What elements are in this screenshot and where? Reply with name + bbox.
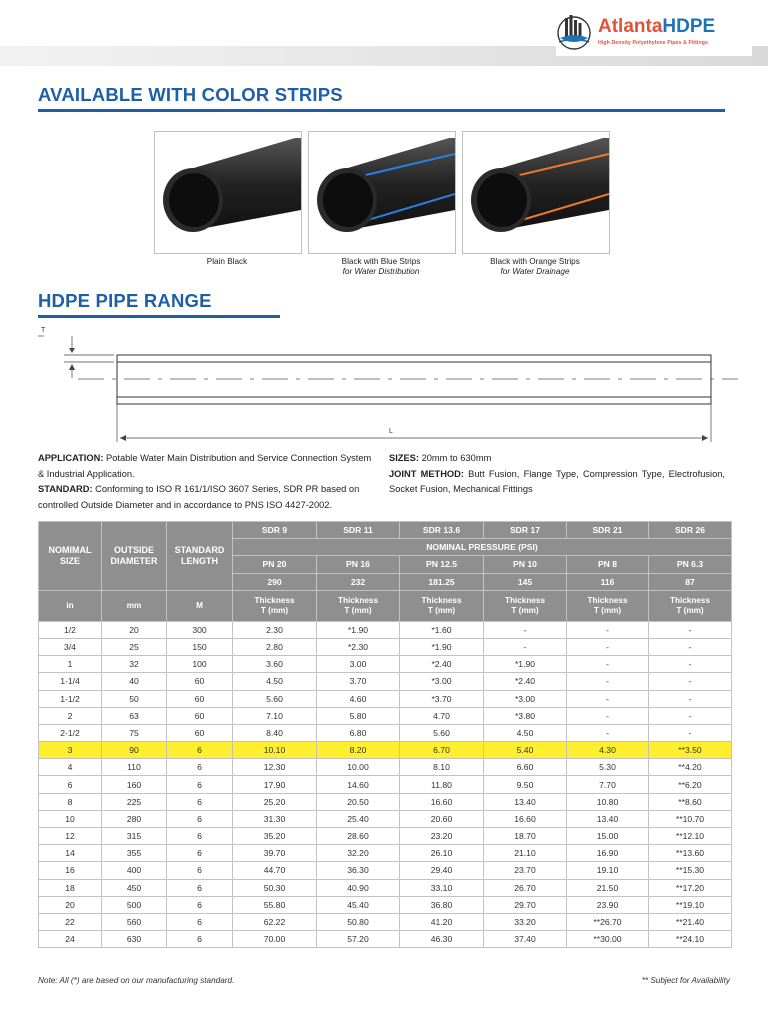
table-row [39, 621, 732, 638]
thickness-header: Thickness T (mm) [400, 590, 484, 621]
thickness-cell: 5.40 [484, 742, 567, 759]
od-cell: 315 [102, 828, 167, 845]
thickness-cell: 18.70 [484, 828, 567, 845]
thickness-cell: *2.40 [484, 673, 567, 690]
pn-header: PN 20 [233, 556, 317, 573]
size-cell: 2 [39, 707, 102, 724]
pipe-range-title: HDPE PIPE RANGE [38, 290, 212, 311]
pipe-range-table [38, 521, 732, 948]
table-row [39, 742, 732, 759]
od-cell: 32 [102, 656, 167, 673]
thickness-cell: 37.40 [484, 931, 567, 948]
sdr-header: SDR 13.6 [400, 522, 484, 539]
thickness-header: Thickness T (mm) [649, 590, 732, 621]
nominal-pressure-header: NOMINAL PRESSURE (PSI) [233, 539, 732, 556]
thickness-cell: 26.10 [400, 845, 484, 862]
od-cell: 110 [102, 759, 167, 776]
psi-header: 145 [484, 573, 567, 590]
thickness-cell: 13.40 [567, 810, 649, 827]
thickness-cell: 28.60 [317, 828, 400, 845]
size-cell: 3/4 [39, 638, 102, 655]
thickness-cell: 23.70 [484, 862, 567, 879]
table-row [39, 690, 732, 707]
title-rule [38, 109, 725, 112]
size-cell: 10 [39, 810, 102, 827]
thickness-cell: 5.30 [567, 759, 649, 776]
size-cell: 3 [39, 742, 102, 759]
table-row [39, 931, 732, 948]
thickness-cell: 57.20 [317, 931, 400, 948]
thickness-cell: **13.60 [649, 845, 732, 862]
spec-left [38, 451, 380, 513]
od-cell: 450 [102, 879, 167, 896]
size-cell: 8 [39, 793, 102, 810]
thickness-cell: - [649, 690, 732, 707]
od-cell: 20 [102, 621, 167, 638]
thickness-cell: - [567, 707, 649, 724]
caption-blue: Black with Blue Strips for Water Distribution [341, 257, 421, 276]
thickness-cell: 5.60 [233, 690, 317, 707]
thickness-cell: - [649, 656, 732, 673]
thickness-cell: - [567, 690, 649, 707]
thickness-cell: 4.60 [317, 690, 400, 707]
thickness-header: Thickness T (mm) [567, 590, 649, 621]
thickness-label: T [41, 327, 46, 334]
thickness-cell: 3.70 [317, 673, 400, 690]
od-cell: 25 [102, 638, 167, 655]
thickness-cell: 10.00 [317, 759, 400, 776]
thickness-cell: *3.00 [400, 673, 484, 690]
thickness-cell: - [649, 724, 732, 741]
thickness-cell: 25.20 [233, 793, 317, 810]
thickness-cell: *3.80 [484, 707, 567, 724]
length-cell: 6 [167, 793, 233, 810]
thickness-cell: **6.20 [649, 776, 732, 793]
thickness-cell: - [649, 707, 732, 724]
joint-spec: JOINT METHOD: Butt Fusion, Flange Type, Compression Type, Electrofusion, Socket Fusion, Mechanical Fittings [389, 468, 725, 494]
thickness-cell: 19.10 [567, 862, 649, 879]
thickness-cell: 14.60 [317, 776, 400, 793]
thickness-cell: 44.70 [233, 862, 317, 879]
thickness-cell: 32.20 [317, 845, 400, 862]
sdr-header-row [39, 522, 732, 539]
plain-pipe-icon [155, 132, 301, 253]
thickness-cell: - [567, 673, 649, 690]
size-cell: 6 [39, 776, 102, 793]
size-cell: 14 [39, 845, 102, 862]
thickness-cell: 36.80 [400, 896, 484, 913]
size-cell: 18 [39, 879, 102, 896]
thickness-cell: 4.50 [233, 673, 317, 690]
table-row [39, 896, 732, 913]
thickness-cell: **3.50 [649, 742, 732, 759]
length-cell: 6 [167, 896, 233, 913]
thickness-cell: **19.10 [649, 896, 732, 913]
thickness-cell: 10.80 [567, 793, 649, 810]
od-cell: 280 [102, 810, 167, 827]
thickness-cell: **4.20 [649, 759, 732, 776]
thickness-cell: **17.20 [649, 879, 732, 896]
thickness-cell: 5.80 [317, 707, 400, 724]
length-cell: 6 [167, 879, 233, 896]
thickness-cell: 2.80 [233, 638, 317, 655]
od-cell: 50 [102, 690, 167, 707]
logo-mark-icon [556, 12, 592, 52]
thickness-cell: 36.30 [317, 862, 400, 879]
od-cell: 560 [102, 913, 167, 930]
size-cell: 1/2 [39, 621, 102, 638]
thickness-cell: 17.90 [233, 776, 317, 793]
table-row [39, 845, 732, 862]
thickness-cell: - [567, 638, 649, 655]
thickness-cell: 8.10 [400, 759, 484, 776]
sizes-spec: SIZES: 20mm to 630mm [389, 453, 492, 463]
note-right: ** Subject for Availability [641, 976, 730, 985]
thickness-cell: 39.70 [233, 845, 317, 862]
unit-header: mm [102, 590, 167, 621]
size-cell: 16 [39, 862, 102, 879]
table-row [39, 879, 732, 896]
psi-header: 181.25 [400, 573, 484, 590]
brand-tagline: High Density Polyethylene Pipes & Fittings [598, 40, 708, 46]
psi-header: 232 [317, 573, 400, 590]
nominal-size-header: NOMIMAL SIZE [39, 522, 102, 591]
thickness-cell: 15.00 [567, 828, 649, 845]
thickness-cell: 5.60 [400, 724, 484, 741]
thickness-cell: *3.70 [400, 690, 484, 707]
caption-plain: Plain Black [206, 257, 248, 266]
thickness-cell: 46.30 [400, 931, 484, 948]
thickness-cell: 23.90 [567, 896, 649, 913]
thickness-cell: 33.10 [400, 879, 484, 896]
thickness-cell: 40.90 [317, 879, 400, 896]
unit-header: M [167, 590, 233, 621]
thickness-cell: 45.40 [317, 896, 400, 913]
pipe-photo-blue [308, 131, 456, 254]
thickness-cell: *2.30 [317, 638, 400, 655]
psi-header: 116 [567, 573, 649, 590]
length-cell: 6 [167, 828, 233, 845]
od-cell: 500 [102, 896, 167, 913]
color-strips-title: AVAILABLE WITH COLOR STRIPS [38, 84, 343, 105]
thickness-cell: 29.40 [400, 862, 484, 879]
thickness-cell: 7.70 [567, 776, 649, 793]
length-cell: 100 [167, 656, 233, 673]
unit-header-row [39, 590, 732, 621]
thickness-cell: **12.10 [649, 828, 732, 845]
length-cell: 60 [167, 724, 233, 741]
table-row [39, 776, 732, 793]
size-cell: 20 [39, 896, 102, 913]
table-row [39, 638, 732, 655]
size-cell: 1-1/4 [39, 673, 102, 690]
table-row [39, 828, 732, 845]
sdr-header: SDR 17 [484, 522, 567, 539]
table-row [39, 913, 732, 930]
thickness-cell: - [484, 621, 567, 638]
application-spec: APPLICATION: Potable Water Main Distribution and Service Connection System & Industrial Application. [38, 453, 372, 479]
thickness-cell: 35.20 [233, 828, 317, 845]
thickness-cell: *1.60 [400, 621, 484, 638]
table-row [39, 793, 732, 810]
size-cell: 24 [39, 931, 102, 948]
outside-diameter-header: OUTSIDE DIAMETER [102, 522, 167, 591]
thickness-cell: 12.30 [233, 759, 317, 776]
thickness-cell: 13.40 [484, 793, 567, 810]
thickness-cell: 8.20 [317, 742, 400, 759]
brand-logo [556, 10, 752, 56]
thickness-cell: 9.50 [484, 776, 567, 793]
thickness-cell: 33.20 [484, 913, 567, 930]
thickness-cell: 50.30 [233, 879, 317, 896]
thickness-cell: **15.30 [649, 862, 732, 879]
od-cell: 75 [102, 724, 167, 741]
thickness-cell: 20.50 [317, 793, 400, 810]
thickness-cell: 10.10 [233, 742, 317, 759]
thickness-header: Thickness T (mm) [317, 590, 400, 621]
title-rule-short [38, 315, 280, 318]
blue-strip-pipe-icon [309, 132, 455, 253]
table-row [39, 759, 732, 776]
standard-length-header: STANDARD LENGTH [167, 522, 233, 591]
thickness-cell: - [484, 638, 567, 655]
thickness-cell: 20.60 [400, 810, 484, 827]
thickness-cell: 16.60 [484, 810, 567, 827]
length-cell: 6 [167, 776, 233, 793]
pn-header: PN 10 [484, 556, 567, 573]
thickness-cell: 6.70 [400, 742, 484, 759]
thickness-cell: - [567, 621, 649, 638]
od-cell: 225 [102, 793, 167, 810]
sdr-header: SDR 26 [649, 522, 732, 539]
thickness-cell: 6.80 [317, 724, 400, 741]
thickness-cell: 6.60 [484, 759, 567, 776]
thickness-cell: *3.00 [484, 690, 567, 707]
length-label: L [389, 428, 393, 435]
thickness-cell: - [649, 638, 732, 655]
size-cell: 22 [39, 913, 102, 930]
thickness-cell: 21.10 [484, 845, 567, 862]
spec-right [389, 451, 725, 498]
pn-header: PN 6.3 [649, 556, 732, 573]
od-cell: 160 [102, 776, 167, 793]
length-cell: 6 [167, 931, 233, 948]
thickness-cell: 3.00 [317, 656, 400, 673]
length-cell: 60 [167, 673, 233, 690]
length-cell: 6 [167, 742, 233, 759]
sdr-header: SDR 21 [567, 522, 649, 539]
thickness-cell: 26.70 [484, 879, 567, 896]
od-cell: 355 [102, 845, 167, 862]
pn-header: PN 16 [317, 556, 400, 573]
length-cell: 6 [167, 913, 233, 930]
standard-spec: STANDARD: Conforming to ISO R 161/1/ISO 3607 Series, SDR PR based on controlled Outside Diameter and in accordance to PNS ISO 4427-2002. [38, 484, 360, 510]
size-cell: 12 [39, 828, 102, 845]
thickness-cell: 4.70 [400, 707, 484, 724]
psi-header: 87 [649, 573, 732, 590]
thickness-cell: 2.30 [233, 621, 317, 638]
table-row [39, 656, 732, 673]
thickness-cell: **24.10 [649, 931, 732, 948]
thickness-cell: 11.80 [400, 776, 484, 793]
pn-header: PN 8 [567, 556, 649, 573]
thickness-cell: 3.60 [233, 656, 317, 673]
length-cell: 6 [167, 810, 233, 827]
thickness-cell: 16.90 [567, 845, 649, 862]
brand-name: AtlantaHDPE [598, 16, 716, 37]
thickness-cell: - [567, 656, 649, 673]
thickness-cell: 25.40 [317, 810, 400, 827]
thickness-cell: 8.40 [233, 724, 317, 741]
thickness-cell: 41.20 [400, 913, 484, 930]
size-cell: 2-1/2 [39, 724, 102, 741]
thickness-cell: 62.22 [233, 913, 317, 930]
thickness-cell: *1.90 [400, 638, 484, 655]
length-cell: 6 [167, 845, 233, 862]
thickness-header: Thickness T (mm) [233, 590, 317, 621]
thickness-cell: *1.90 [317, 621, 400, 638]
unit-header: in [39, 590, 102, 621]
pipe-dimension-drawing [38, 326, 738, 446]
length-cell: 6 [167, 759, 233, 776]
table-row [39, 862, 732, 879]
table-body [39, 621, 732, 948]
thickness-cell: 4.50 [484, 724, 567, 741]
od-cell: 90 [102, 742, 167, 759]
size-cell: 4 [39, 759, 102, 776]
thickness-cell: **26.70 [567, 913, 649, 930]
pipe-photo-plain [154, 131, 302, 254]
length-cell: 6 [167, 862, 233, 879]
thickness-cell: 7.10 [233, 707, 317, 724]
table-row [39, 707, 732, 724]
psi-header: 290 [233, 573, 317, 590]
length-cell: 150 [167, 638, 233, 655]
thickness-cell: - [567, 724, 649, 741]
thickness-cell: *2.40 [400, 656, 484, 673]
thickness-cell: *1.90 [484, 656, 567, 673]
thickness-header: Thickness T (mm) [484, 590, 567, 621]
thickness-cell: 50.80 [317, 913, 400, 930]
thickness-cell: **8.60 [649, 793, 732, 810]
table-row [39, 724, 732, 741]
thickness-cell: 31.30 [233, 810, 317, 827]
thickness-cell: 55.80 [233, 896, 317, 913]
thickness-cell: 23.20 [400, 828, 484, 845]
od-cell: 40 [102, 673, 167, 690]
size-cell: 1-1/2 [39, 690, 102, 707]
thickness-cell: 16.60 [400, 793, 484, 810]
pipe-photo-orange [462, 131, 610, 254]
thickness-cell: **10.70 [649, 810, 732, 827]
table-row [39, 673, 732, 690]
orange-strip-pipe-icon [463, 132, 609, 253]
length-cell: 60 [167, 690, 233, 707]
thickness-cell: - [649, 673, 732, 690]
thickness-cell: 4.30 [567, 742, 649, 759]
thickness-cell: 70.00 [233, 931, 317, 948]
length-cell: 300 [167, 621, 233, 638]
size-cell: 1 [39, 656, 102, 673]
thickness-cell: **21.40 [649, 913, 732, 930]
sdr-header: SDR 11 [317, 522, 400, 539]
pn-header: PN 12.5 [400, 556, 484, 573]
table-row [39, 810, 732, 827]
length-cell: 60 [167, 707, 233, 724]
thickness-cell: 21.50 [567, 879, 649, 896]
sdr-header: SDR 9 [233, 522, 317, 539]
thickness-cell: **30.00 [567, 931, 649, 948]
od-cell: 400 [102, 862, 167, 879]
note-left: Note: All (*) are based on our manufacturing standard. [38, 976, 235, 985]
thickness-cell: 29.70 [484, 896, 567, 913]
thickness-cell: - [649, 621, 732, 638]
od-cell: 63 [102, 707, 167, 724]
od-cell: 630 [102, 931, 167, 948]
caption-orange: Black with Orange Strips for Water Drainage [490, 257, 580, 276]
